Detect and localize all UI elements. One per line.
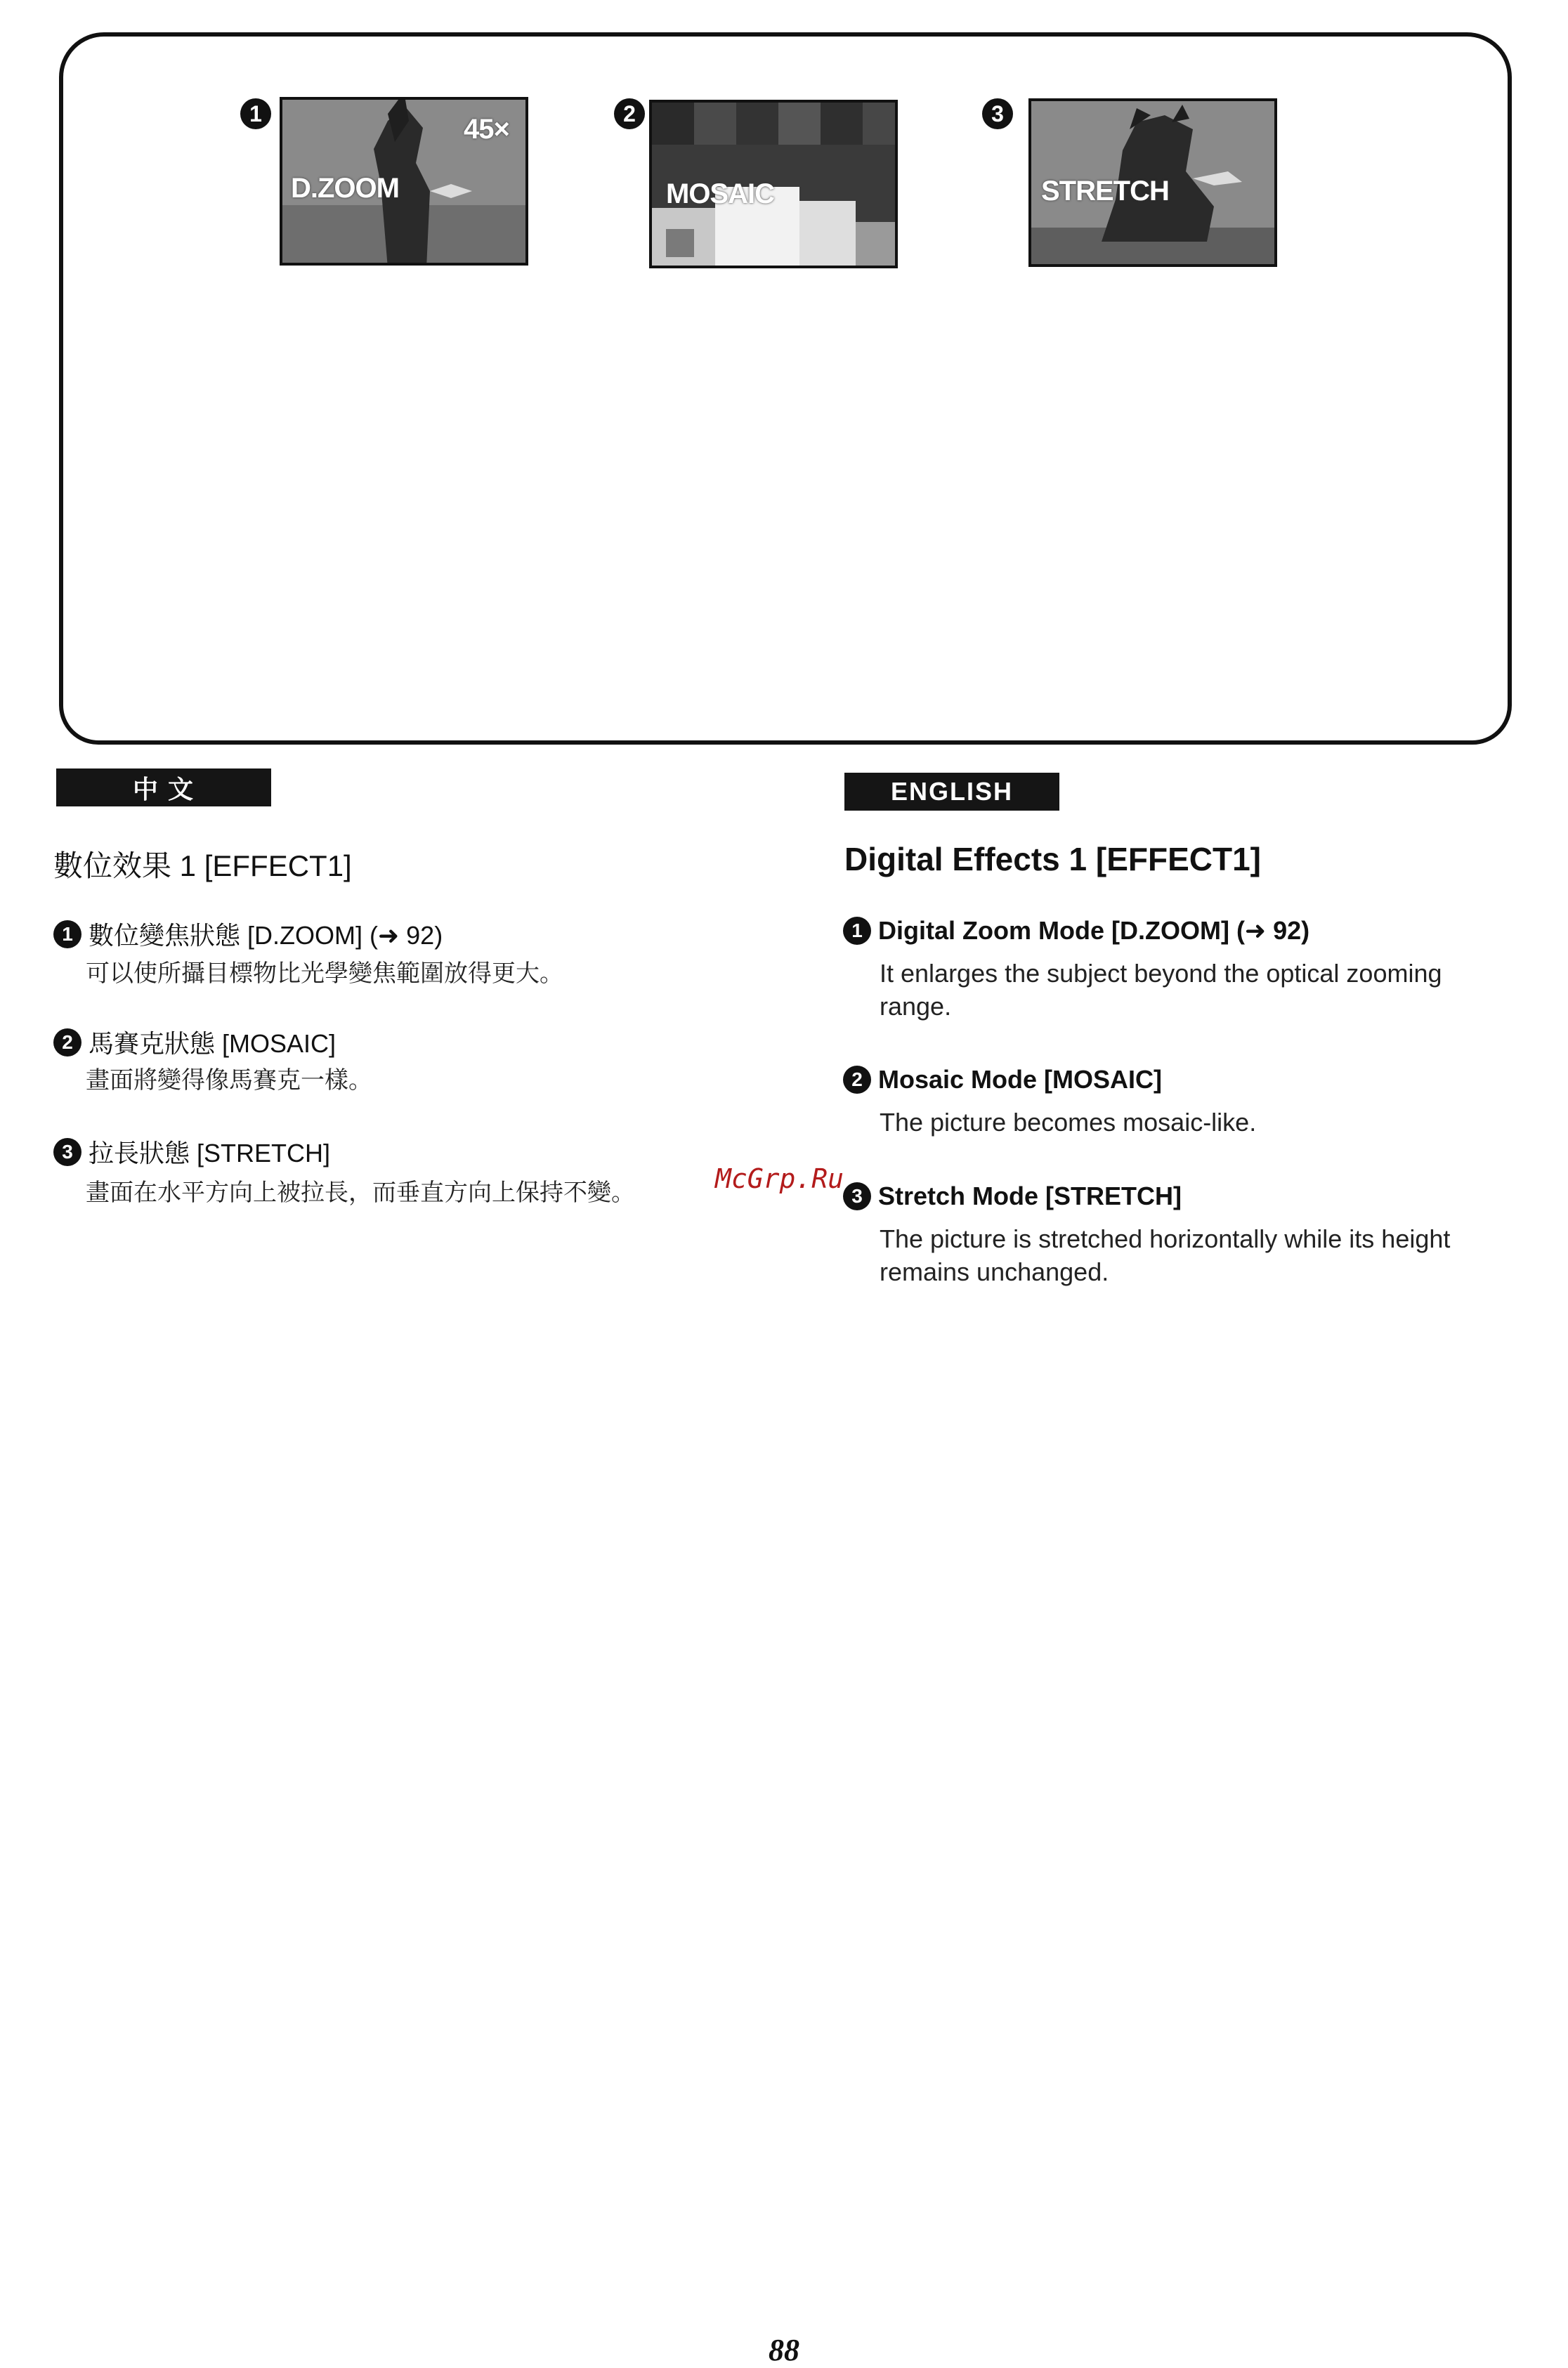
zoom-readout: 45× xyxy=(464,114,509,145)
item-number: 3 xyxy=(53,1138,81,1166)
screen-mosaic xyxy=(649,100,898,268)
chinese-item-heading: 數位變焦狀態 [D.ZOOM] (➜ 92) xyxy=(89,921,443,950)
item-number: 1 xyxy=(843,917,871,945)
english-item-heading: Stretch Mode [STRETCH] xyxy=(878,1182,1182,1210)
chinese-item-3 xyxy=(53,1134,330,1170)
chinese-item-body: 畫面將變得像馬賽克一樣。 xyxy=(86,1067,372,1094)
screen-label-dzoom: D.ZOOM xyxy=(291,173,399,204)
chinese-item-heading: 馬賽克狀態 [MOSAIC] xyxy=(89,1029,337,1058)
english-item-body: The picture is stretched horizontally while its height remains unchanged. xyxy=(880,1224,1451,1286)
screen-label-stretch: STRETCH xyxy=(1041,176,1169,207)
english-item-3 xyxy=(843,1182,1182,1211)
english-title: Digital Effects 1 [EFFECT1] xyxy=(844,841,1261,877)
page-number: 88 xyxy=(769,2333,799,2367)
english-item-body: The picture becomes mosaic-like. xyxy=(880,1108,1257,1137)
screen-number-2: 2 xyxy=(614,98,645,129)
english-item-heading: Digital Zoom Mode [D.ZOOM] (➜ 92) xyxy=(878,916,1310,945)
english-item-body: It enlarges the subject beyond the optical zooming range. xyxy=(880,959,1442,1021)
english-item-1 xyxy=(843,916,1309,946)
screen-number-1: 1 xyxy=(240,98,271,129)
chinese-item-heading: 拉長狀態 [STRETCH] xyxy=(89,1139,331,1167)
item-number: 2 xyxy=(843,1066,871,1094)
english-section-tag: ENGLISH xyxy=(844,773,1059,811)
item-number: 2 xyxy=(53,1028,81,1057)
chinese-item-2 xyxy=(53,1024,336,1060)
item-number: 1 xyxy=(53,920,81,948)
watermark: McGrp.Ru xyxy=(715,1163,844,1194)
chinese-item-body: 可以使所攝目標物比光學變焦範圍放得更大。 xyxy=(86,960,563,987)
english-item-heading: Mosaic Mode [MOSAIC] xyxy=(878,1065,1163,1094)
english-item-2 xyxy=(843,1065,1162,1094)
chinese-section-tag: 中 文 xyxy=(56,768,271,806)
screen-label-mosaic: MOSAIC xyxy=(666,178,774,209)
chinese-item-1 xyxy=(53,916,443,952)
chinese-title: 數位效果 1 [EFFECT1] xyxy=(53,849,352,882)
screen-stretch xyxy=(1028,98,1277,267)
screen-dzoom xyxy=(280,97,528,266)
item-number: 3 xyxy=(843,1182,871,1210)
screen-number-3: 3 xyxy=(982,98,1013,129)
chinese-item-body: 畫面在水平方向上被拉長，而垂直方向上保持不變。 xyxy=(86,1179,635,1206)
